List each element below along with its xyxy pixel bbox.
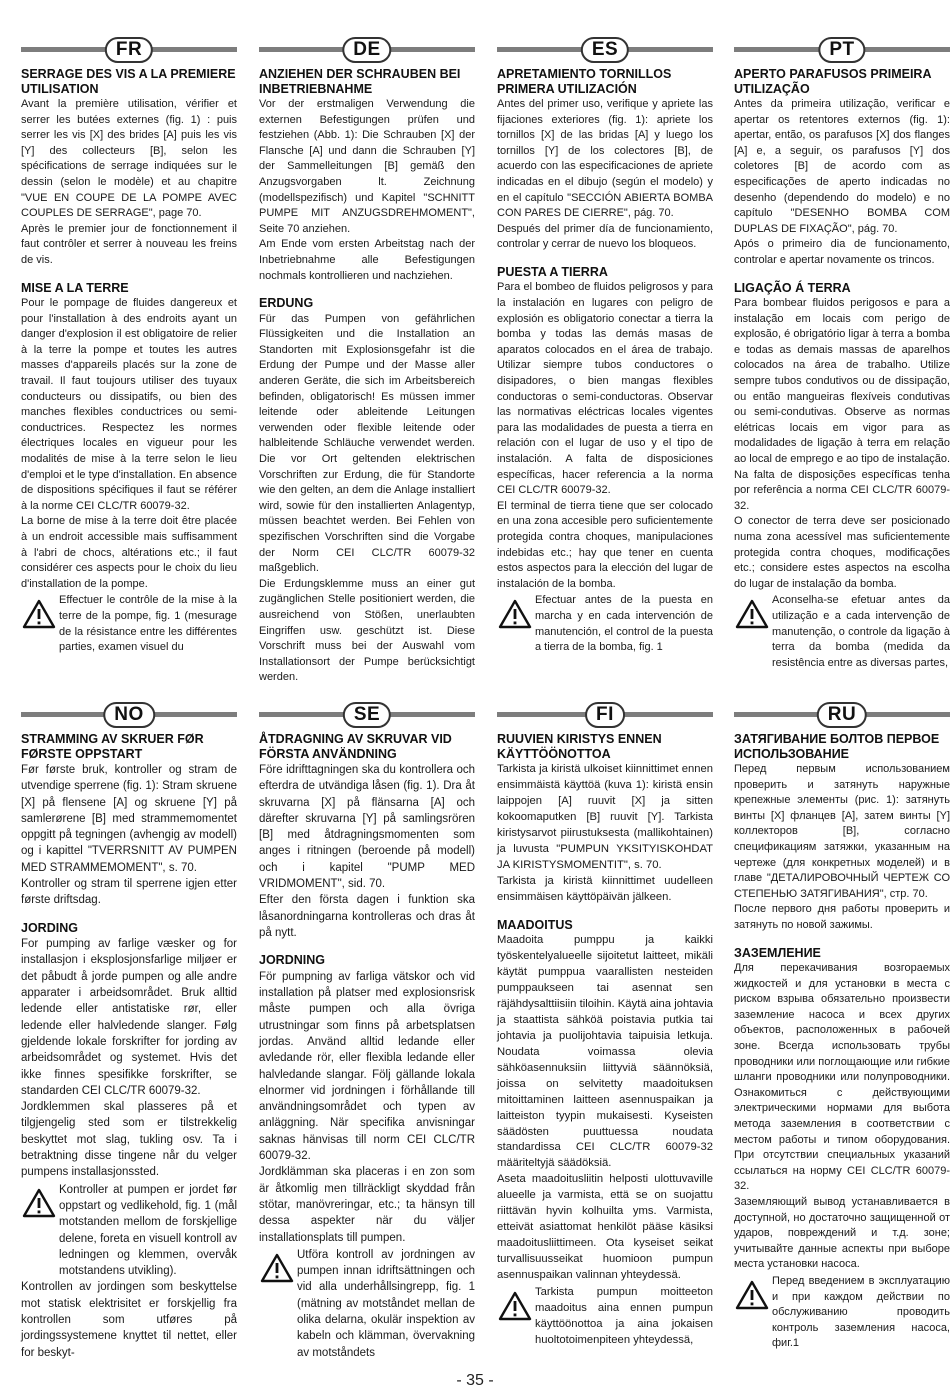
paragraph: Maadoita pumppu ja kaikki työskentelyalueelle sijoitetut laitteet, mikäli käytät pumppua vaarallisten nesteiden pumppaukseen tai asennat sen räjähdysalttiisiin tiloihin. Käytä aina johtavia ja staattista sähköä poistavia putkia tai johtavia ja puolijohtavia taipuisia letkuja. Noudata voimassa olevia sähköasennuksiin liittyviä säännöksiä, joissa on selvitetty maadoituksen mitoittaminen laitteen asennuspaikan ja laitteiston tyypin mukaisesti. Kyseisten säädösten puuttuessa noudata standardissa CEI CLC/TR 60079-32 määriteltyjä säädöksiä.	[497, 934, 713, 1170]
paragraph: Después del primer día de funcionamiento, controlar y cerrar de nuevo los bloqueos.	[497, 222, 713, 251]
column-no	[21, 702, 237, 1361]
column-fr	[21, 37, 237, 656]
warning-text: Aconselha-se efetuar antes da utilização e a cada intervenção de manutenção, o controle da ligação à terra da bomba (medida da resistência entre as diversas partes,	[772, 594, 950, 669]
warning-icon	[498, 1291, 532, 1321]
page-number: - 35 -	[456, 1372, 494, 1389]
paragraph: Заземляющий вывод устанавливается в доступной, но достаточно защищенной от ударов, повреждений и т.д. зоне; учитывайте данные аспекты при выборе места установки насоса.	[734, 1195, 950, 1271]
section-title: JORDNING	[259, 953, 325, 968]
section-title: SERRAGE DES VIS A LA PREMIERE UTILISATION	[21, 67, 236, 96]
paragraph: Para bombear fluidos perigosos e para a instalação em locais com perigo de explosão, é obrigatório ligar à terra a bomba e todas as demais massas de aparelhos colocados na área de trabalho. Utilize sempre tubos condutivos ou de dissipação, ou então mangueiras flexíveis condutivas ou semi-condutivas. Observe as normas elétricas locais em vigor para as modalidades de ligação à terra em relação ao local de emprego e ao tipo de instalação. Na falta de disposições específicas tenha por referência a norma CEI CLC/TR 60079-32.	[734, 297, 950, 512]
warning-icon	[735, 1280, 769, 1310]
paragraph: Aseta maadoitusliitin helposti ulottuvaville alueelle ja varmista, että se on suojattu riittävän hyvin kolhuilta yms. Varmista, etteivät asiattomat henkilöt pääse käsiksi maadoitusliittimeen. Ota kyseiset seikat turvallisuusseikat huomioon pumpun asennuspaikan valinnan yhteydessä.	[497, 1173, 713, 1282]
language-header-es	[497, 37, 713, 63]
section-title: ERDUNG	[259, 296, 314, 311]
paragraph: El terminal de tierra tiene que ser colocado en una zona accesible pero suficientemente protegida contra choques, manipulaciones indebidas etc.; hay que tener en cuenta estos aspectos para la elección del lugar de instalación de la bomba.	[497, 499, 713, 590]
warning-text: Effectuer le contrôle de la mise à la terre de la pompe, fig. 1 (mesurage de la résistance entre les différentes parties, examen visuel du	[59, 594, 237, 654]
paragraph: För pumpning av farliga vätskor och vid installation på platser med explosionsrisk måste pumpen och alla övriga utrustningar som finns på arbetsplatsen jordas. Använd alltid ledande eller avledande rör, eller flexibla ledande eller halvledande slangar. Följ gällande lokala elnormer vid jordningen i förhållande till användningsområdet och typen av anläggning. När specifika anvisningar saknas hänvisas till norm CEI CLC/TR 60079-32.	[259, 970, 475, 1163]
warning-icon	[498, 599, 532, 629]
section-title: ANZIEHEN DER SCHRAUBEN BEI INBETRIEBNAHME	[259, 67, 461, 96]
column-se	[259, 702, 475, 1361]
section-title: ЗАЗЕМЛЕНИЕ	[734, 945, 821, 960]
section-title: MAADOITUS	[497, 917, 573, 932]
paragraph: Antes del primer uso, verifique y apriete las fijaciones exteriores (fig. 1): apriete los tornillos [X] de las bridas [A] y luego los tornillos [Y] de los colectores [B], de acuerdo con las especificaciones de apriete indicadas en el dibujo (según el modelo) y en el capítulo "SECCIÓN ABIERTA BOMBA CON PARES DE CIERRE", pág. 70.	[497, 98, 713, 220]
language-code: PT	[818, 37, 865, 63]
paragraph: Før første bruk, kontroller og stram de utvendige sperrene (fig. 1): Stram skruene [X] på flensene [A] og skruene [Y] på samlerørene [B] med strammemomentet oppgitt på tegningen (avhengig av modell) og i kapittel "TVERRSNITT AV PUMPEN MED STRAMMEMOMENT", s. 70.	[21, 764, 237, 874]
language-header-fr	[21, 37, 237, 63]
paragraph: Avant la première utilisation, vérifier et serrer les butées externes (fig. 1) : puis serrer les vis [X] des brides [A] puis les vis [Y] des collecteurs [B], selon les spécifications de serrage indiquées sur le dessin (selon le modèle) et au chapitre "VUE EN COUPE DE LA POMPE AVEC COUPLES DE SERRAGE", page 70.	[21, 98, 237, 220]
paragraph: Après le premier jour de fonctionnement il faut contrôler et serrer à nouveau les freins de vis.	[21, 222, 237, 266]
column-ru	[734, 702, 950, 1352]
warning-icon	[735, 599, 769, 629]
column-de	[259, 37, 475, 686]
warning-note	[497, 1285, 713, 1349]
warning-icon	[22, 1188, 56, 1218]
paragraph: Jordklämman ska placeras i en zon som är åtkomlig men tillräckligt skyddad från stötar, manövreringar, etc.; ta hänsyn till dessa aspekter när du väljer installationsplats till pumpen.	[259, 1166, 475, 1244]
paragraph: Kontroller og stram til sperrene igjen etter første driftsdag.	[21, 878, 237, 907]
warning-note	[734, 593, 950, 671]
language-code: NO	[103, 702, 155, 728]
section-title: APRETAMIENTO TORNILLOS PRIMERA UTILIZACIÓN	[497, 67, 672, 96]
language-header-fi	[497, 702, 713, 728]
warning-text: Efectuar antes de la puesta en marcha y en cada intervención de manutención, el control de la puesta a tierra de la bomba, fig. 1	[535, 594, 713, 654]
language-code: FI	[585, 702, 625, 728]
column-es	[497, 37, 713, 656]
paragraph: For pumping av farlige væsker og for installasjon i eksplosjonsfarlige miljøer er det påbudt å jorde pumpen og alle andre apparater i arbeidsområdet. Bruk alltid ledende eller antistatiske rør, eller ledende eller halvledende slanger. Følg gjeldende lokale forskrifter for jording av arbeidsområdet og systemet. Hvis det ikke finnes spesifikke forskrifter, se standarden CEI CLC/TR 60079-32.	[21, 938, 237, 1097]
warning-note	[259, 1247, 475, 1361]
language-code: FR	[105, 37, 153, 63]
language-code: RU	[817, 702, 867, 728]
section-title: MISE A LA TERRE	[21, 280, 129, 295]
paragraph: Jordklemmen skal plasseres på et tilgjengelig sted som er tilstrekkelig beskyttet mot slag, tukling osv. Ta i betraktning disse tingene når du velger pumpens installasjonssted.	[21, 1101, 237, 1179]
column-pt	[734, 37, 950, 671]
paragraph: Före idrifttagningen ska du kontrollera och efterdra de utvändiga låsen (fig. 1). Dra åt skruvarna [X] på flänsarna [A] och därefter skruvarna [Y] på samlingsrören [B] med åtdragningsmomenten som anges i ritningen (beroende på modell) och i kapitel "PUMP MED VRIDMOMENT", sid. 70.	[259, 764, 475, 891]
warning-text: Tarkista pumpun moitteeton maadoitus aina ennen pumpun käyttöönottoa ja aina jokaisen huoltotoimenpiteen yhteydessä,	[535, 1286, 713, 1346]
section-title: LIGAÇÃO Á TERRA	[734, 280, 851, 295]
column-fi	[497, 702, 713, 1349]
section-title: ЗАТЯГИВАНИЕ БОЛТОВ ПЕРВОЕ ИСПОЛЬЗОВАНИЕ	[734, 732, 940, 761]
language-header-ru	[734, 702, 950, 728]
paragraph: Para el bombeo de fluidos peligrosos y para la instalación en lugares con peligro de explosión es obligatorio conectar a tierra la bomba y todas las demás masas de aparatos colocados en el área de trabajo. Utilizar siempre tubos conductores o disipadores, o bien mangas flexibles conductoras o semi-conductoras. Observar las normativas eléctricas locales vigentes para las modalidades de puesta a tierra en relación con el lugar de uso y el tipo de instalación. A falta de disposiciones específicas, hacer referencia a la norma CEI CLC/TR 60079-32.	[497, 281, 713, 497]
paragraph: Antes da primeira utilização, verificar e apertar os retentores externos (fig. 1): apertar, então, os parafusos [X] dos flanges [A] e, a seguir, os parafusos [Y] dos coletores [B] de acordo com as especificações de aperto indicadas no desenho (dependendo do modelo) e no capítulo "DESENHO BOMBA COM DUPLAS DE FIXAÇÃO", pág. 70.	[734, 98, 950, 235]
warning-icon	[260, 1253, 294, 1283]
language-header-se	[259, 702, 475, 728]
paragraph: Am Ende vom ersten Arbeitstag nach der Inbetriebnahme alle Befestigungen nochmals kontrollieren und nachziehen.	[259, 238, 475, 282]
paragraph: Перед первым использованием проверить и затянуть наружные крепежные элементы (рис. 1): затянуть винты [X] фланцев [A], затем винты [Y] коллекторов [B], согласно спецификациям затяжки, указанным на чертеже (для конкретных моделей) и в главе "ДЕТАЛИРОВОЧНЫЙ ЧЕРТЕЖ СО СТЕПЕНЬЮ ЗАТЯГИВАНИЯ", стр. 70.	[734, 763, 950, 900]
section-title: STRAMMING AV SKRUER FØR FØRSTE OPPSTART	[21, 732, 204, 761]
paragraph: Vor der erstmaligen Verwendung die externen Befestigungen prüfen und festziehen (Abb. 1): Die Schrauben [X] der Flansche [A] und dann die Schrauben [Y] der Sammelleitungen [B] gemäß den Anzugsvorgaben lt. Zeichnung (modellspezifisch) und Kapitel "SCHNITT PUMPE MIT ANZUGSDREHMOMENT", Seite 70 anziehen.	[259, 98, 475, 235]
language-code: ES	[581, 37, 629, 63]
language-code: SE	[343, 702, 391, 728]
section-title: ÅTDRAGNING AV SKRUVAR VID FÖRSTA ANVÄNDNING	[259, 732, 452, 761]
paragraph: Tarkista ja kiristä kiinnittimet uudelleen ensimmäisen käyttöpäivän jälkeen.	[497, 874, 713, 903]
paragraph: Pour le pompage de fluides dangereux et pour l'installation à des endroits ayant un danger d'explosion il est obligatoire de relier à la terre la pompe et toutes les autres masses d'appareils placés sur la zone de travail. Il faut toujours utiliser des tuyaux conducteurs ou dissipatifs, ou bien des manches flexibles conductrices ou semi-conductrices. Respectez les normes électriques locales en vigueur pour les modalités de mise à la terre selon le lieu d'emploi et le type d'installation. En absence de dispositions spécifiques il faut se référer à la norme CEI CLC/TR 60079-32.	[21, 297, 237, 512]
section-title: RUUVIEN KIRISTYS ENNEN KÄYTTÖÖNOTTOA	[497, 732, 662, 761]
paragraph: Die Erdungsklemme muss an einer gut zugänglichen Stelle positioniert werden, die ausreichend von Stößen, unerlaubten Eingriffen usw. geschützt ist. Diese Vorschrift muss bei der Auswahl vom Installationsort der Pumpe berücksichtigt werden.	[259, 577, 475, 684]
section-title: JORDING	[21, 920, 78, 935]
language-header-pt	[734, 37, 950, 63]
paragraph: Kontrollen av jordingen som beskyttelse mot statisk elektrisitet er forskjellig fra kontrollen som utføres på jordingssystemene knyttet til nettet, eller for beskyt-	[21, 1281, 237, 1359]
warning-note	[497, 593, 713, 655]
warning-text: Utföra kontroll av jordningen av pumpen innan idriftsättningen och vid alla underhållsingrepp, fig. 1 (mätning av motståndet mellan de olika delarna, okulär inspektion av kabeln och klämman, övervakning av motståndets	[297, 1248, 475, 1359]
warning-note	[734, 1274, 950, 1352]
language-header-de	[259, 37, 475, 63]
warning-note	[21, 593, 237, 655]
paragraph: La borne de mise à la terre doit être placée à un endroit accessible mais suffisamment à l'abri de chocs, altérations etc.; il faut considérer ces aspects pour le choix du lieu d'installation de la pompe.	[21, 515, 237, 590]
paragraph: O conector de terra deve ser posicionado numa zona acessível mas suficientemente protegida contra choques, modificações etc.; considere estes aspectos na escolha do lugar de instalação da bomba.	[734, 515, 950, 590]
warning-text: Kontroller at pumpen er jordet før oppstart og vedlikehold, fig. 1 (mål motstanden mellom de forskjellige delene, foreta en visuell kontroll av ledningen og klemmen, overvåk motstandens utvikling).	[59, 1183, 237, 1278]
paragraph: Após o primeiro dia de funcionamento, controlar e apertar novamente os trincos.	[734, 238, 950, 266]
section-title: PUESTA A TIERRA	[497, 264, 608, 279]
paragraph: После первого дня работы проверить и затянуть по новой зажимы.	[734, 903, 950, 931]
language-header-no	[21, 702, 237, 728]
warning-text: Перед введением в эксплуатацию и при каждом действии по обслуживанию проводить контроль заземления насоса, фиг.1	[772, 1274, 950, 1350]
paragraph: Tarkista ja kiristä ulkoiset kiinnittimet ennen ensimmäistä käyttöä (kuva 1): kiristä ensin laippojen [A] ruuvit [X] ja sitten kokoomaputken [B] ruuvit [Y]. Tarkista kiristysarvot piirustuksesta (mallikohtainen) ja luvusta "PUMPUN YKSITYISKOHDAT JA KIRISTYSMOMENTIT", s. 70.	[497, 763, 713, 871]
warning-note	[21, 1182, 237, 1280]
warning-icon	[22, 599, 56, 629]
paragraph: Efter den första dagen i funktion ska låsanordningarna kontrolleras och dras åt på nytt.	[259, 894, 475, 939]
language-code: DE	[342, 37, 391, 63]
paragraph: Für das Pumpen von gefährlichen Flüssigkeiten und die Installation an Standorten mit Explosionsgefahr ist die Erdung der Pumpe und der Masse aller anderen Geräte, die sich im Arbeitsbereich befinden, obligatorisch! Es müssen immer leitende oder ableitende Leitungen verwenden oder flexible leitende oder halbleitende Schläuche verwendet werden. Die vor Ort geltenden elektrischen Vorschriften zur Erdung, die für Standorte wie den gelten, an dem die Anlage installiert wird, sowie für den installierten Anlagentyp, müssen beachtet werden. Bei Fehlen von spezifischen Vorschriften sind die Vorgabe der Norm CEI CLC/TR 60079-32 maßgeblich.	[259, 312, 475, 575]
section-title: APERTO PARAFUSOS PRIMEIRA UTILIZAÇÃO	[734, 67, 932, 96]
paragraph: Для перекачивания возгораемых жидкостей и для установки в места с риском взрыва обязательно произвести заземление насоса и всех других объектов, расположенных в рабочей зоне. Всегда использовать трубы проводники или поглощающие или гибкие шланги проводники или полупроводники. Ознакомиться с действующими электрическими нормами для выбота метода заземления в соответствии с местом работы и типом оборудования. При отсутствии специальных указаний ссылаться на норму CEI CLC/TR 60079-32.	[734, 962, 950, 1193]
